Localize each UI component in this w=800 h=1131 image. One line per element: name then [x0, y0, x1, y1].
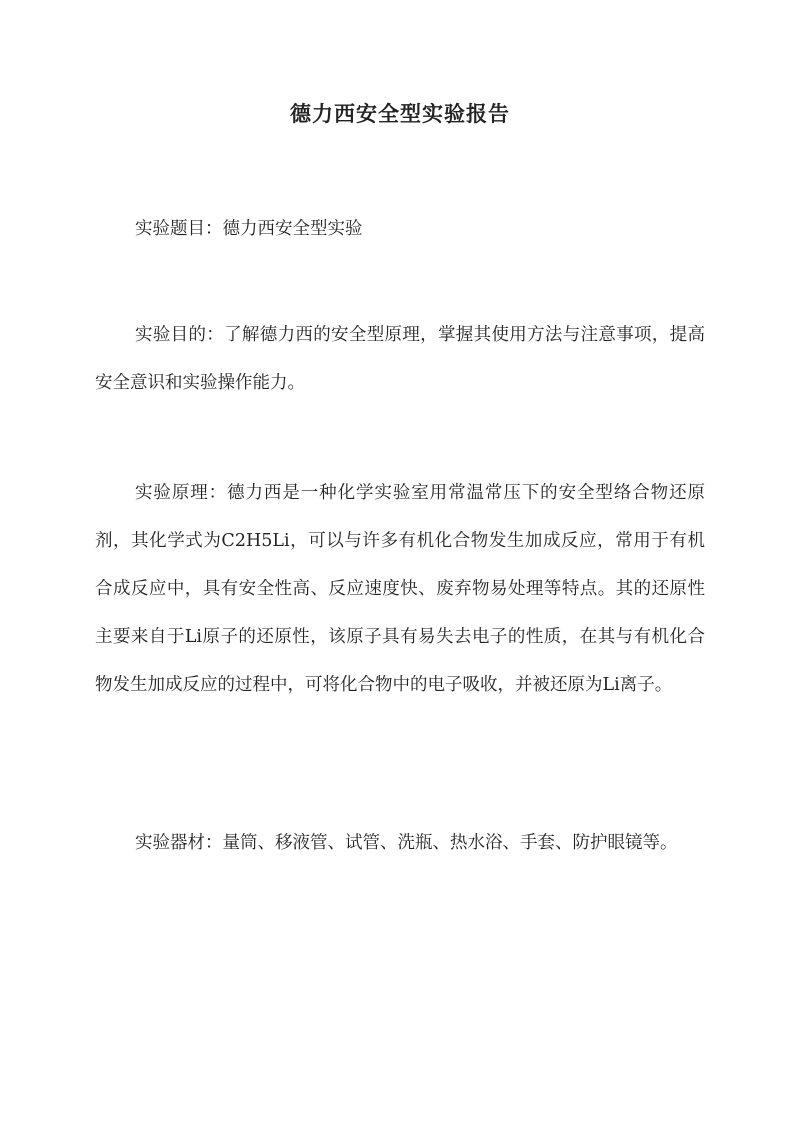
- paragraph-subject: 实验题目：德力西安全型实验: [135, 219, 363, 239]
- page-title: 德力西安全型实验报告: [290, 101, 510, 126]
- paragraph-principle: 实验原理：德力西是一种化学实验室用常温常压下的安全型络合物还原剂，其化学式为C2H5Li，可以与许多有机化合物发生加成反应，常用于有机合成反应中，具有安全性高、反应速度快、废弃物易处理等特点。其的还原性主要来自于Li原子的还原性，该原子具有易失去电子的性质，在其与有机化合物发生加成反应的过程中，可将化合物中的电子吸收，并被还原为Li离子。: [95, 483, 705, 695]
- paragraph-equipment: 实验器材：量筒、移液管、试管、洗瓶、热水浴、手套、防护眼镜等。: [135, 833, 678, 853]
- paragraph-purpose: 实验目的：了解德力西的安全型原理，掌握其使用方法与注意事项，提高安全意识和实验操作能力。: [95, 325, 705, 393]
